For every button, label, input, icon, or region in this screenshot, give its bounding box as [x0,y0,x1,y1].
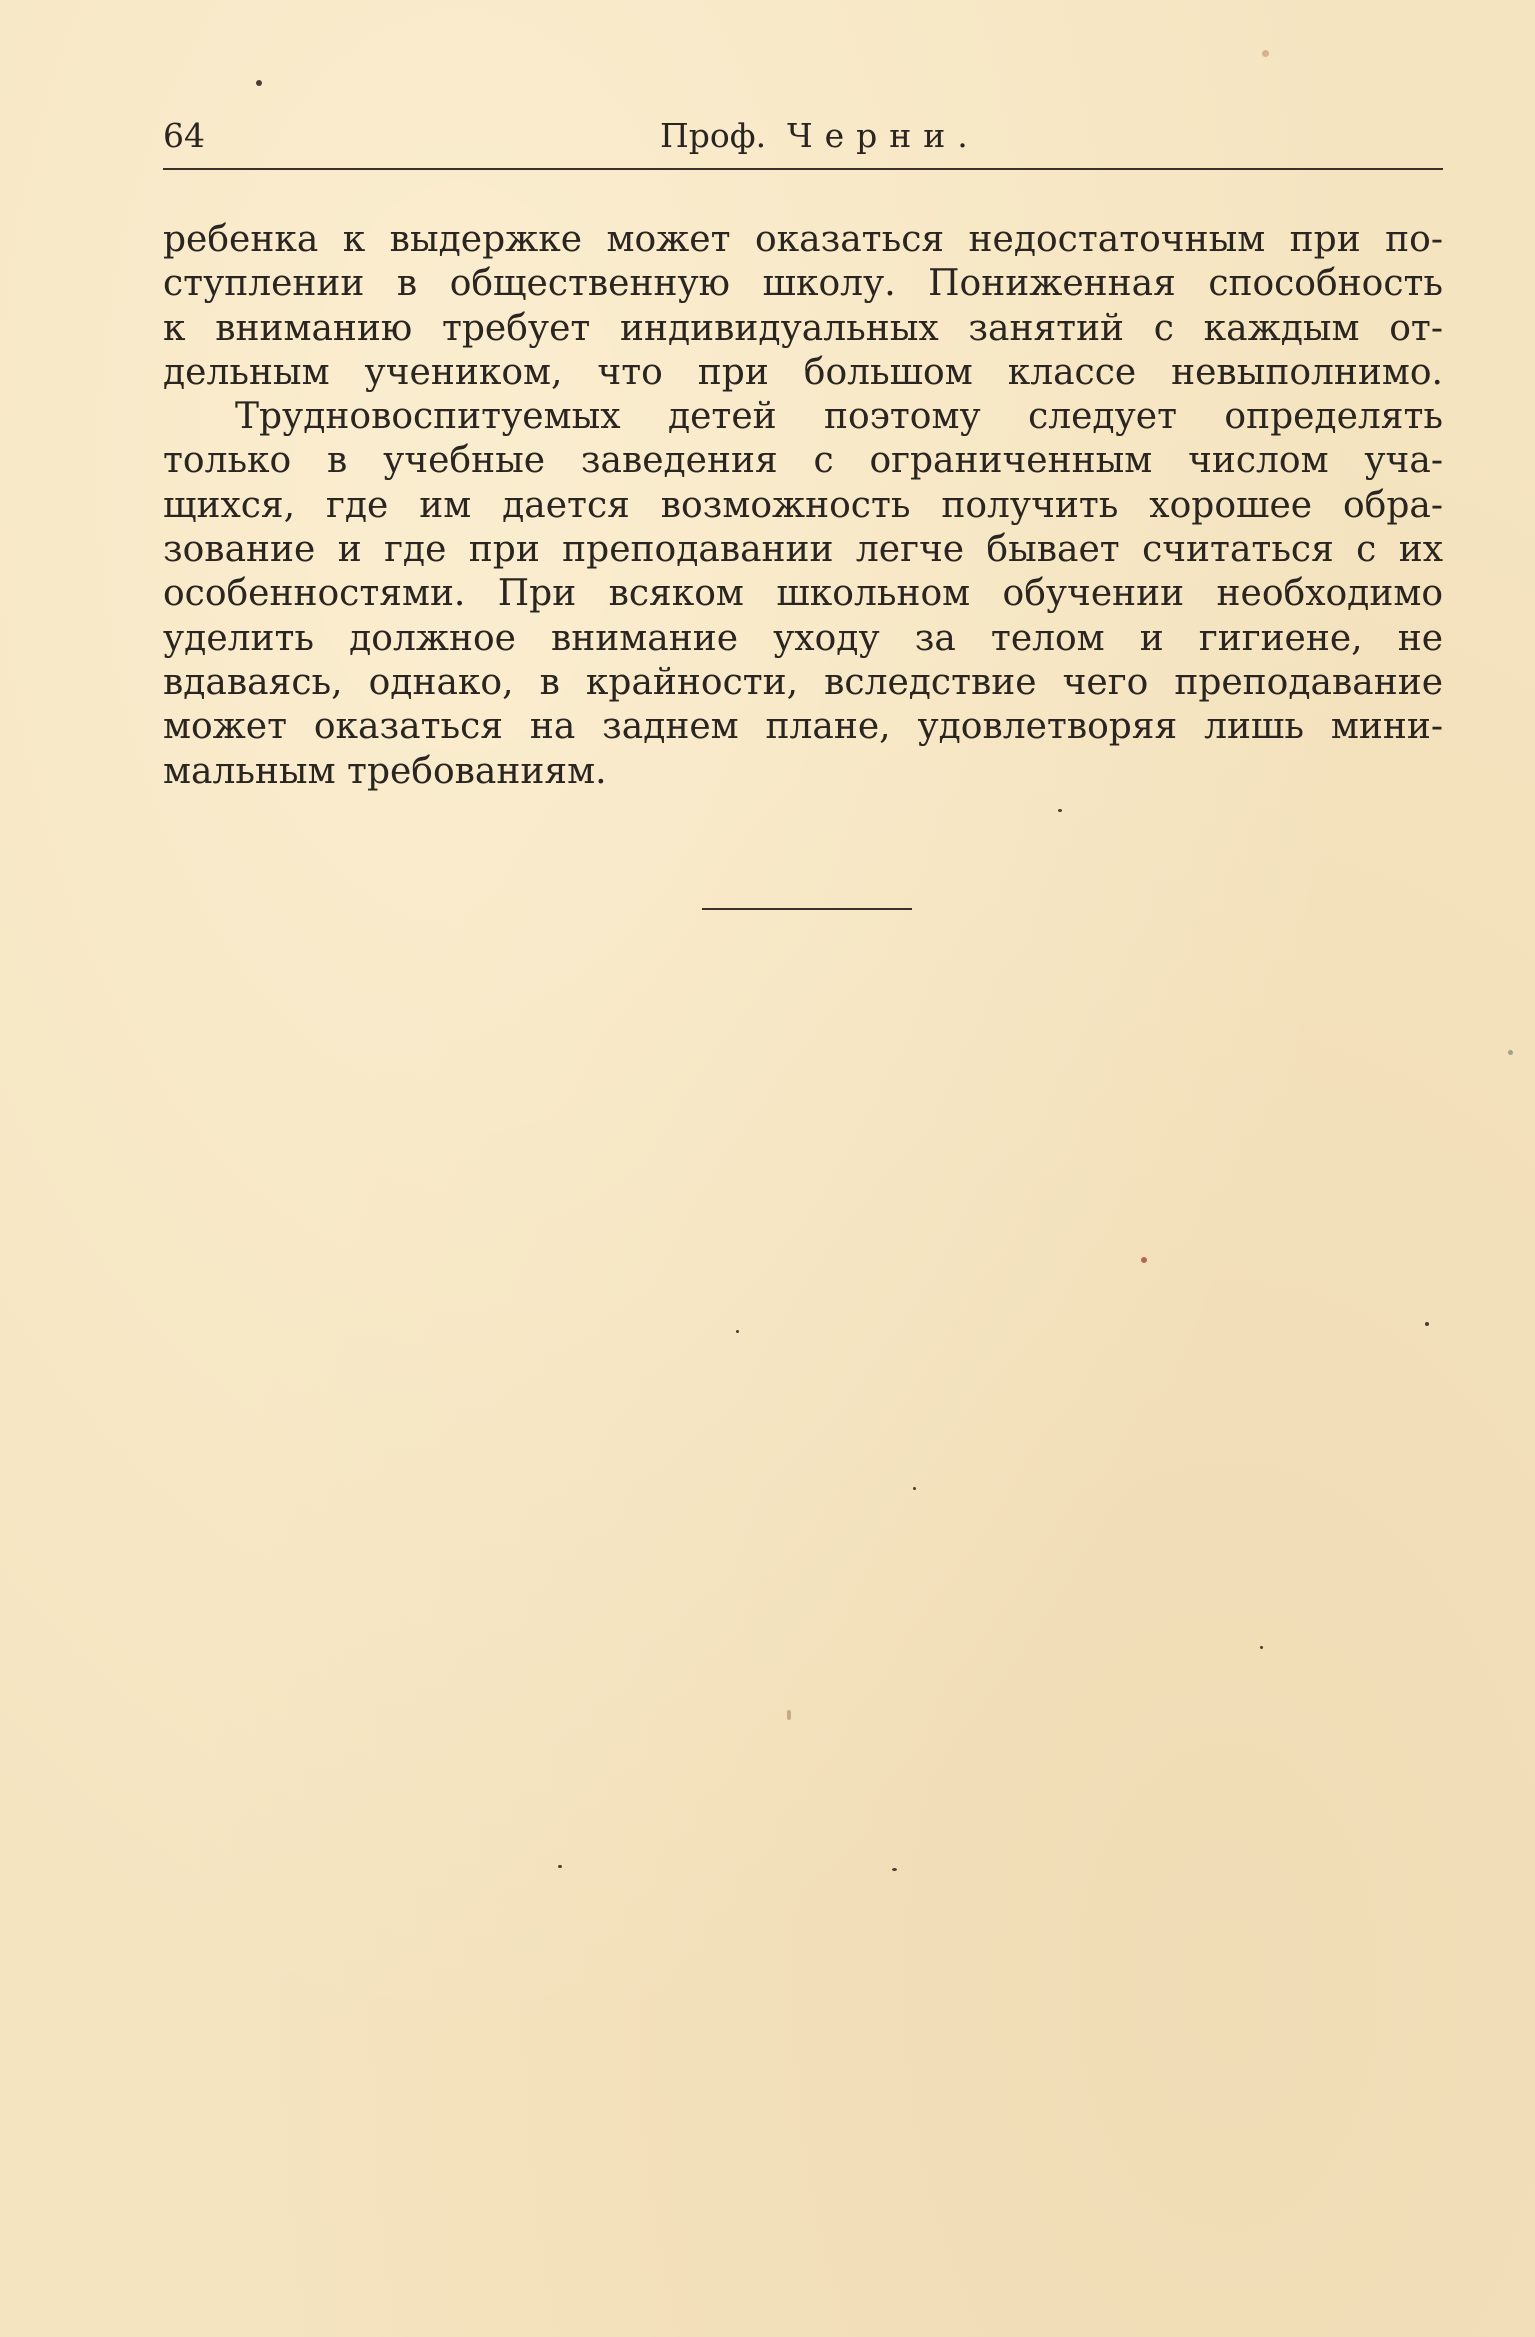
text-line: к вниманию требует индивидуальных занятий с каждым от- [163,307,1443,349]
paper-speck [1141,1257,1147,1263]
paper-speck [1058,809,1062,812]
running-title [660,116,980,155]
paper-speck [558,1865,562,1868]
author-prefix: Проф. [660,116,767,155]
text-line: ребенка к выдержке может оказаться недостаточным при по- [163,219,1443,260]
paragraph-1 [163,218,1443,395]
paper-speck [913,1487,916,1490]
author-name: Черни. [787,116,980,155]
paper-speck [1508,1050,1513,1055]
paper-speck [787,1710,791,1720]
text-line: ступлении в общественную школу. Пониженная способность [163,263,1443,305]
section-end-rule [702,908,912,910]
paper-speck [736,1330,739,1333]
paper-speck [1260,1646,1263,1649]
paper-speck [256,80,262,86]
text-line: щихся, где им дается возможность получить хорошее обра- [163,484,1443,526]
paper-speck [1262,50,1269,57]
text-line: уделить должное внимание уходу за телом и гигиене, не [163,617,1443,659]
text-line: зование и где при преподавании легче бывает считаться с их [163,529,1443,571]
paper-speck [892,1868,897,1871]
text-line: мальным требованиям. [163,750,607,792]
text-line: Трудновоспитуемых детей поэтому следует определять [235,396,1443,438]
text-line: может оказаться на заднем плане, удовлетворяя лишь мини- [163,706,1443,748]
paragraph-2 [163,395,1443,794]
paper-speck [1425,1322,1429,1326]
header-rule [163,168,1443,170]
text-line: дельным учеником, что при большом классе невыполнимо. [163,351,1443,393]
running-head [163,112,1443,162]
text-line: особенностями. При всяком школьном обучении необходимо [163,573,1443,615]
body-text [163,218,1443,794]
text-line: вдаваясь, однако, в крайности, вследствие чего преподавание [163,661,1443,703]
page-number: 64 [163,116,205,155]
text-line: только в учебные заведения с ограниченным числом уча- [163,440,1443,482]
